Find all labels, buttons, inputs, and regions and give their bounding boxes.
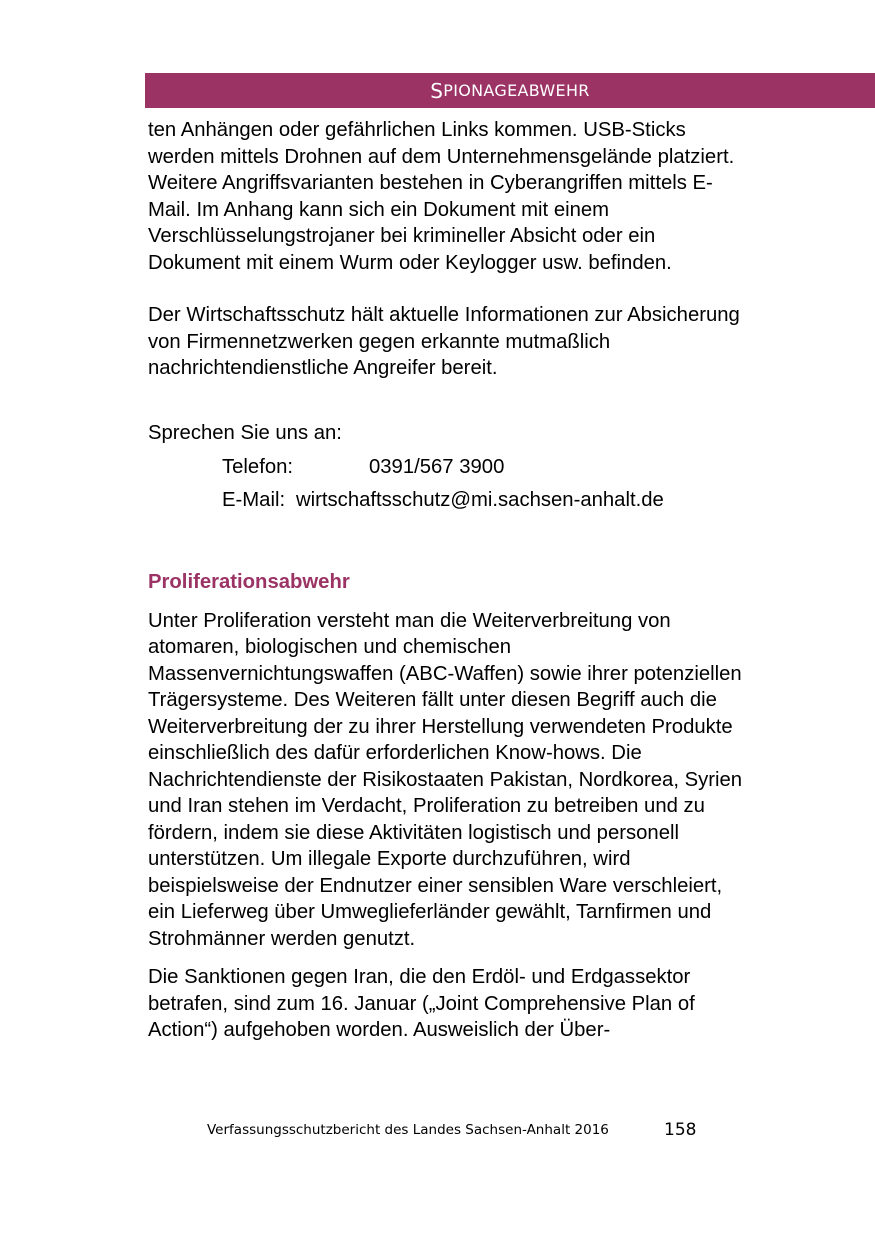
email-value: wirtschaftsschutz@mi.sachsen-anhalt.de	[296, 488, 664, 511]
page-number: 158	[664, 1120, 697, 1140]
header-title-initial: S	[430, 78, 444, 103]
phone-label: Telefon:	[222, 456, 294, 478]
contact-email-row	[222, 487, 748, 514]
section-heading: Proliferationsabwehr	[148, 571, 350, 593]
paragraph-proliferation-definition: Unter Proliferation versteht man die Weiterverbreitung von atomaren, biologischen und chemischen Massenvernichtungswaffen (ABC-Waffen) sowie ihrer potenziellen Trägersysteme. Des Weiteren fällt unter diesen Begriff auch die Weiterverbreitung der zu ihrer Herstellung verwendeten Produkte einschließlich des dafür erforderlichen Know-hows. Die Nachrichtendienste der Risikostaaten Pakistan, Nordkorea, Syrien und Iran stehen im Verdacht, Proliferation zu betreiben und zu fördern, indem sie diese Aktivitäten logistisch und personell unterstützen. Um illegale Exporte durchzuführen, wird beispielsweise der Endnutzer einer sensiblen Ware verschleiert, ein Lieferweg über Umweglieferländer gewählt, Tarnfirmen und Strohmänner werden genutzt.	[148, 609, 743, 950]
paragraph-wirtschaftsschutz: Der Wirtschaftsschutz hält aktuelle Informationen zur Absicherung von Firmennetzwerken gegen erkannte mutmaßlich nachrichtendienstliche Angreifer bereit.	[148, 304, 740, 379]
email-label: E-Mail:	[222, 488, 286, 511]
contact-phone-row	[222, 454, 748, 481]
paragraph-cyber-attacks: ten Anhängen oder gefährlichen Links kommen. USB-Sticks werden mittels Drohnen auf dem Unternehmensgelände platziert. Weitere Angriffsvarianten bestehen in Cyberangriffen mittels E-Mail. Im Anhang kann sich ein Dokument mit einem Verschlüsselungstrojaner bei krimineller Absicht oder ein Dokument mit einem Wurm oder Keylogger usw. befinden.	[148, 119, 735, 274]
page-footer: Verfassungsschutzbericht des Landes Sachsen-Anhalt 2016	[207, 1122, 609, 1138]
paragraph-iran-sanctions: Die Sanktionen gegen Iran, die den Erdöl- und Erdgassektor betrafen, sind zum 16. Januar („Joint Comprehensive Plan of Action“) aufgehoben worden. Ausweislich der Über-	[148, 966, 695, 1041]
section-header-bar	[145, 73, 875, 108]
contact-intro: Sprechen Sie uns an:	[148, 421, 342, 444]
header-title-rest: PIONAGEABWEHR	[443, 81, 590, 100]
phone-value: 0391/567 3900	[369, 456, 505, 478]
page-content	[148, 117, 748, 1044]
